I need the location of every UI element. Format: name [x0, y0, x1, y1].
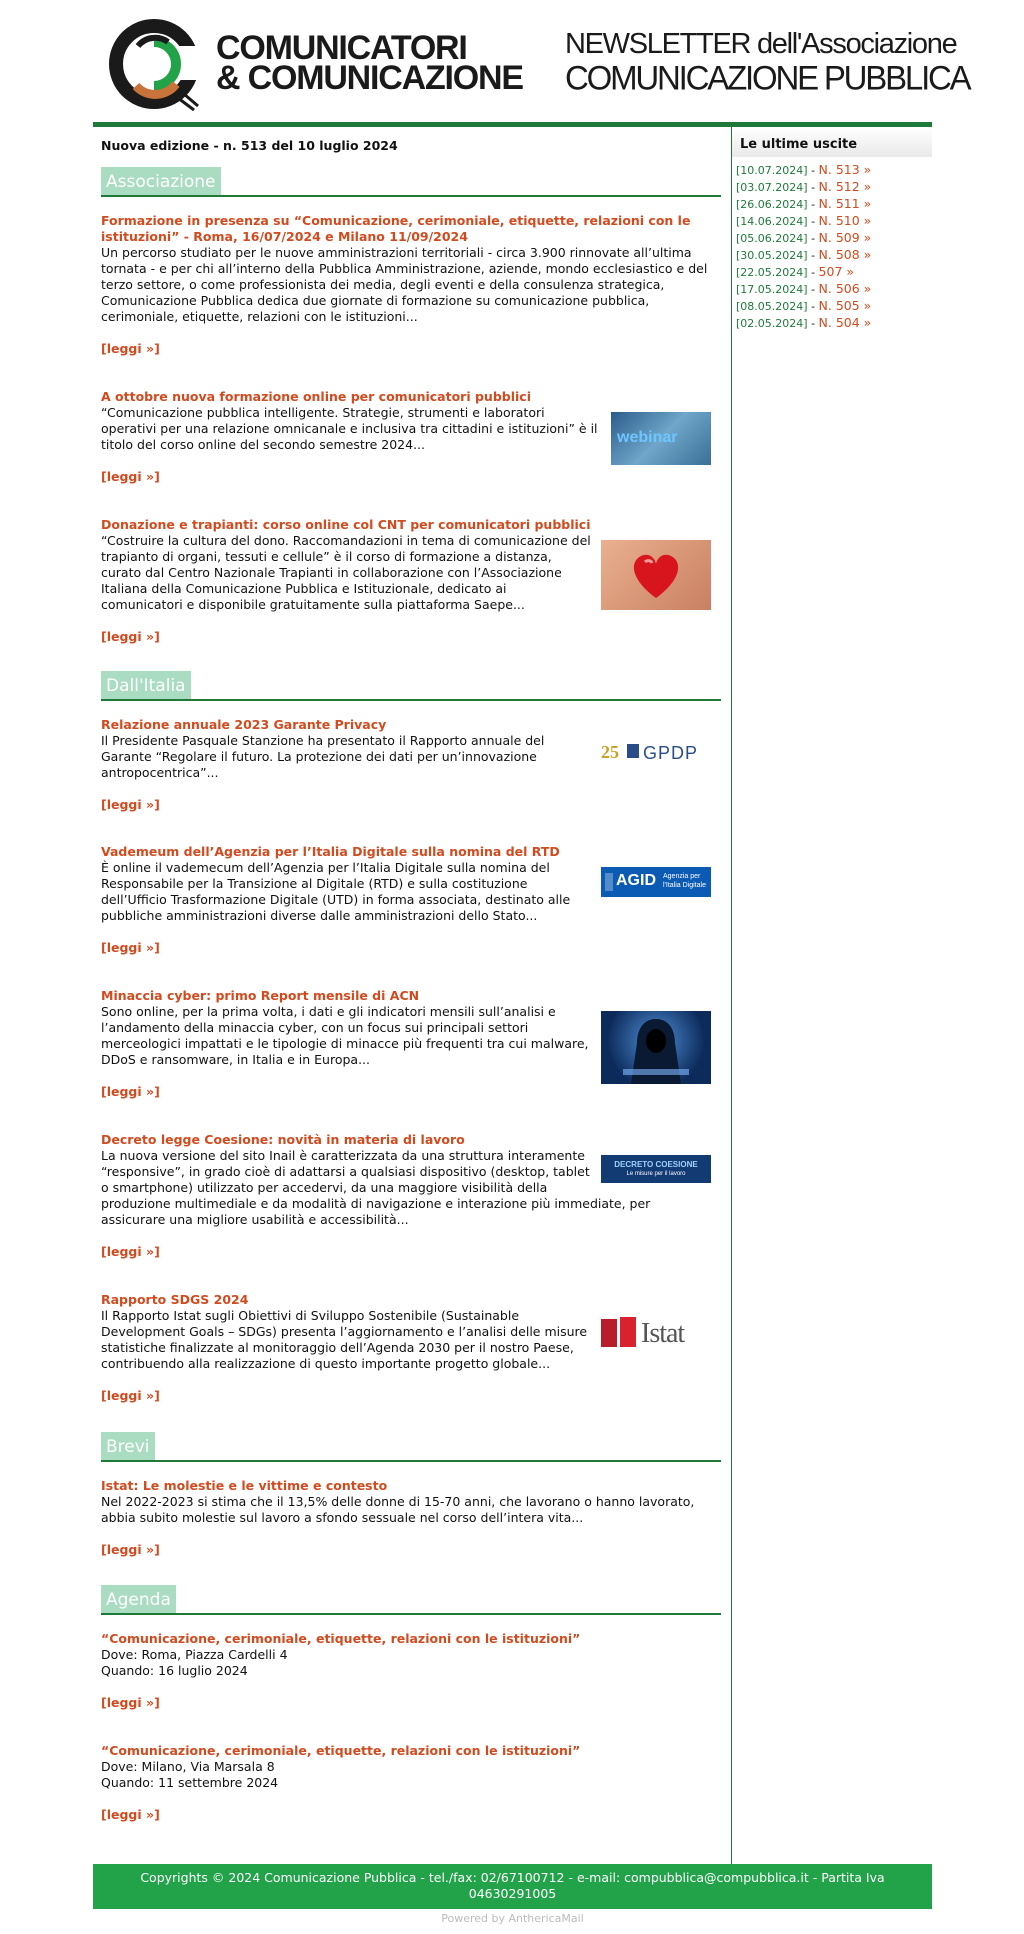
article-decreto-coesione — [101, 1132, 711, 1259]
issue-item — [736, 230, 871, 247]
section-title: Dall'Italia — [101, 671, 191, 701]
logo-mark-icon — [108, 16, 200, 112]
article-body: La nuova versione del sito Inail è caratterizzata da una struttura interamente “responsive”, in grado cioè di adattarsi a qualsiasi dispositivo (desktop, tablet o smartphone) utilizzato per accedervi, da una maggiore visibilità della produzione multimediale e da modalità di navigazione e interazione più immediate, per assicurare una migliore usabilità e accessibilità... — [101, 1148, 651, 1227]
article-body: “Costruire la cultura del dono. Raccomandazioni in tema di comunicazione del trapianto di organi, tessuti e cellule” è il corso di formazione a distanza, curato dal Centro Nazionale Trapianti in collaborazione con l’Associazione Italiana della Comunicazione Pubblica e Istituzionale, dedicato ai comunicatori e disponibile gratuitamente sulla piattaforma Saepe... — [101, 533, 591, 612]
read-more-link[interactable]: [leggi »] — [101, 1807, 160, 1822]
section-associazione — [101, 167, 721, 197]
issue-item — [736, 213, 871, 230]
article-body: Il Rapporto Istat sugli Obiettivi di Sviluppo Sostenibile (Sustainable Development Goals – SDGs) presenta l’aggiornamento e l’analisi delle misure statistiche finalizzate al monitoraggio dell’Agenda 2030 per il nostro Paese, contribuendo alla realizzazione di questo importante progetto globale... — [101, 1308, 588, 1371]
event-location: Dove: Roma, Piazza Cardelli 4 — [101, 1647, 288, 1662]
issue-item — [736, 315, 871, 332]
issue-date: [03.07.2024] — [736, 181, 808, 194]
issue-separator: - — [807, 181, 819, 194]
article-body: Sono online, per la prima volta, i dati e gli indicatori mensili sull’analisi e l’andamento della minaccia cyber, con un focus sui principali settori merceologici impattati e le tipologie di minacce più frequenti tra cui malware, DDoS e ransomware, in Italia e in Europa... — [101, 1004, 589, 1067]
issue-item — [736, 298, 871, 315]
issue-item — [736, 281, 871, 298]
article-formazione-presenza — [101, 213, 711, 356]
footer-copyright: Copyrights © 2024 Comunicazione Pubblica - tel./fax: 02/67100712 - e-mail: compubblica@compubblica.it - Partita Iva — [140, 1870, 885, 1885]
issue-date: [02.05.2024] — [736, 317, 808, 330]
read-more-link[interactable]: [leggi »] — [101, 797, 160, 812]
section-rule — [101, 195, 721, 197]
issue-separator: - — [807, 300, 819, 313]
read-more-link[interactable]: [leggi »] — [101, 341, 160, 356]
gpdp-thumbnail-number: 25 — [601, 742, 619, 762]
issue-link[interactable]: N. 513 » — [818, 162, 872, 177]
issue-link[interactable]: N. 505 » — [818, 298, 872, 313]
agid-thumbnail-subtitle: Agenzia per l'Italia Digitale — [663, 873, 706, 889]
issue-item — [736, 264, 871, 281]
event-title[interactable]: “Comunicazione, cerimoniale, etiquette, relazioni con le istituzioni” — [101, 1743, 581, 1758]
issue-link[interactable]: 507 » — [818, 264, 855, 279]
issue-list — [736, 162, 871, 332]
section-rule — [101, 699, 721, 701]
issue-item — [736, 247, 871, 264]
section-title: Agenda — [101, 1585, 176, 1615]
issue-item — [736, 179, 871, 196]
issue-date: [05.06.2024] — [736, 232, 808, 245]
gpdp-emblem-icon — [627, 744, 639, 758]
brand-line-1: COMUNICATORI — [216, 29, 467, 67]
heart-thumbnail — [601, 540, 711, 610]
event-date: Quando: 11 settembre 2024 — [101, 1775, 279, 1790]
section-agenda — [101, 1585, 721, 1615]
article-title[interactable]: Decreto legge Coesione: novità in materia di lavoro — [101, 1132, 465, 1147]
read-more-link[interactable]: [leggi »] — [101, 940, 160, 955]
article-agid-rtd — [101, 844, 711, 955]
issue-link[interactable]: N. 510 » — [818, 213, 872, 228]
issue-link[interactable]: N. 508 » — [818, 247, 872, 262]
istat-thumbnail — [601, 1315, 711, 1351]
section-brevi — [101, 1432, 721, 1462]
article-formazione-online — [101, 389, 711, 484]
article-title[interactable]: A ottobre nuova formazione online per comunicatori pubblici — [101, 389, 531, 404]
article-body: Un percorso studiato per le nuove amministrazioni territoriali - circa 3.900 rinnovate all’ultima tornata - e per chi all’interno della Pubblica Amministrazione, aziende, mondo ecclesiastico e del terzo settore, o come professionista dei media, degli eventi e della consulenza strategica, Comunicazione Pubblica dedica due giornate di formazione su comunicazione pubblica, cerimoniale, etiquette, relazioni con le istituzioni... — [101, 245, 708, 324]
heart-icon — [601, 540, 711, 610]
webinar-thumbnail — [611, 412, 711, 465]
issue-date: [22.05.2024] — [736, 266, 808, 279]
issue-separator: - — [807, 198, 819, 211]
event-title[interactable]: “Comunicazione, cerimoniale, etiquette, relazioni con le istituzioni” — [101, 1631, 581, 1646]
read-more-link[interactable]: [leggi »] — [101, 1542, 160, 1557]
agenda-event-roma — [101, 1631, 711, 1710]
article-title[interactable]: Istat: Le molestie e le vittime e contesto — [101, 1478, 388, 1493]
issue-date: [26.06.2024] — [736, 198, 808, 211]
footer — [93, 1864, 932, 1909]
article-title[interactable]: Donazione e trapianti: corso online col CNT per comunicatori pubblici — [101, 517, 591, 532]
issue-separator: - — [807, 164, 819, 177]
article-title[interactable]: Minaccia cyber: primo Report mensile di ACN — [101, 988, 420, 1003]
issue-link[interactable]: N. 504 » — [818, 315, 872, 330]
issue-link[interactable]: N. 512 » — [818, 179, 872, 194]
agid-thumbnail-text: AGID — [616, 872, 656, 889]
agid-thumbnail — [601, 867, 711, 897]
article-title[interactable]: Vademeum dell’Agenzia per l’Italia Digitale sulla nomina del RTD — [101, 844, 560, 859]
istat-thumbnail-text: Istat — [641, 1318, 685, 1349]
newsletter-page — [93, 0, 970, 1934]
article-istat-molestie — [101, 1478, 711, 1557]
section-title: Brevi — [101, 1432, 155, 1462]
article-body: Nel 2022-2023 si stima che il 13,5% delle donne di 15-70 anni, che lavorano o hanno lavorato, abbia subito molestie sul lavoro a sfondo sessuale nel corso dell’intera vita... — [101, 1494, 695, 1525]
newsletter-line-2: COMUNICAZIONE PUBBLICA — [565, 58, 970, 97]
read-more-link[interactable]: [leggi »] — [101, 1244, 160, 1259]
decreto-thumbnail-text: DECRETO COESIONE — [614, 1160, 698, 1169]
section-rule — [101, 1460, 721, 1462]
decreto-thumbnail-subtitle: Le misure per il lavoro — [626, 1171, 686, 1177]
read-more-link[interactable]: [leggi »] — [101, 1084, 160, 1099]
issue-item — [736, 196, 871, 213]
section-dall-italia — [101, 671, 721, 701]
article-body: “Comunicazione pubblica intelligente. Strategie, strumenti e laboratori operativi per una relazione omnicanale e inclusiva tra cittadini e istituzioni” è il titolo del corso online del secondo semestre 2024... — [101, 405, 598, 452]
istat-emblem-left-icon — [601, 1319, 617, 1347]
issue-separator: - — [807, 215, 819, 228]
hacker-icon — [601, 1011, 711, 1084]
issue-date: [10.07.2024] — [736, 164, 808, 177]
issue-separator: - — [807, 249, 819, 262]
article-title[interactable]: Rapporto SDGS 2024 — [101, 1292, 249, 1307]
issue-separator: - — [807, 283, 819, 296]
sidebar — [731, 127, 932, 1864]
issue-link[interactable]: N. 511 » — [818, 196, 872, 211]
agenda-event-milano — [101, 1743, 711, 1822]
issue-separator: - — [807, 232, 819, 245]
section-title: Associazione — [101, 167, 221, 197]
article-garante-privacy — [101, 717, 711, 812]
newsletter-heading — [565, 28, 970, 97]
issue-date: [14.06.2024] — [736, 215, 808, 228]
article-rapporto-sdgs — [101, 1292, 711, 1403]
gpdp-thumbnail-text: GPDP — [643, 743, 699, 763]
read-more-link[interactable]: [leggi »] — [101, 469, 160, 484]
header — [93, 0, 970, 122]
article-body: È online il vademecum dell’Agenzia per l’Italia Digitale sulla nomina del Responsabile per la Transizione al Digitale (RTD) e sulla costituzione dell’Ufficio Trasformazione Digitale (UTD) in forma associata, destinato alle pubbliche amministrazioni diverse dalle amministrazioni dello Stato... — [101, 860, 571, 923]
issue-separator: - — [807, 317, 819, 330]
read-more-link[interactable]: [leggi »] — [101, 1695, 160, 1710]
gpdp-thumbnail — [601, 740, 711, 766]
article-donazione-trapianti — [101, 517, 711, 644]
issue-item — [736, 162, 871, 179]
issue-date: [30.05.2024] — [736, 249, 808, 262]
issue-link[interactable]: N. 506 » — [818, 281, 872, 296]
brand-line-2: & COMUNICAZIONE — [216, 59, 523, 97]
issue-separator: - — [807, 266, 819, 279]
article-minaccia-cyber — [101, 988, 711, 1099]
decreto-thumbnail — [601, 1155, 711, 1183]
section-rule — [101, 1613, 721, 1615]
cyber-thumbnail — [601, 1011, 711, 1084]
powered-by[interactable]: Powered by AnthericaMail — [441, 1912, 584, 1925]
newsletter-line-1: NEWSLETTER dell'Associazione — [565, 28, 957, 60]
read-more-link[interactable]: [leggi »] — [101, 1388, 160, 1403]
article-title[interactable]: Formazione in presenza su “Comunicazione, cerimoniale, etiquette, relazioni con le istituzioni” - Roma, 16/07/2024 e Milano 11/09/2024 — [101, 213, 691, 244]
read-more-link[interactable]: [leggi »] — [101, 629, 160, 644]
article-title[interactable]: Relazione annuale 2023 Garante Privacy — [101, 717, 387, 732]
issue-date: [17.05.2024] — [736, 283, 808, 296]
event-date: Quando: 16 luglio 2024 — [101, 1663, 248, 1678]
sidebar-title: Le ultime uscite — [732, 127, 932, 157]
footer-vat: 04630291005 — [468, 1886, 557, 1901]
main-content — [93, 127, 731, 1864]
brand-logo — [216, 29, 523, 97]
agid-emblem-icon — [605, 873, 613, 891]
article-body: Il Presidente Pasquale Stanzione ha presentato il Rapporto annuale del Garante “Regolare il futuro. La protezione dei dati per un’innovazione antropocentrica”... — [101, 733, 545, 780]
webinar-thumbnail-text: webinar — [617, 429, 678, 446]
istat-emblem-right-icon — [620, 1317, 636, 1347]
issue-date: [08.05.2024] — [736, 300, 808, 313]
issue-link[interactable]: N. 509 » — [818, 230, 872, 245]
edition-title: Nuova edizione - n. 513 del 10 luglio 2024 — [101, 138, 398, 153]
event-location: Dove: Milano, Via Marsala 8 — [101, 1759, 275, 1774]
